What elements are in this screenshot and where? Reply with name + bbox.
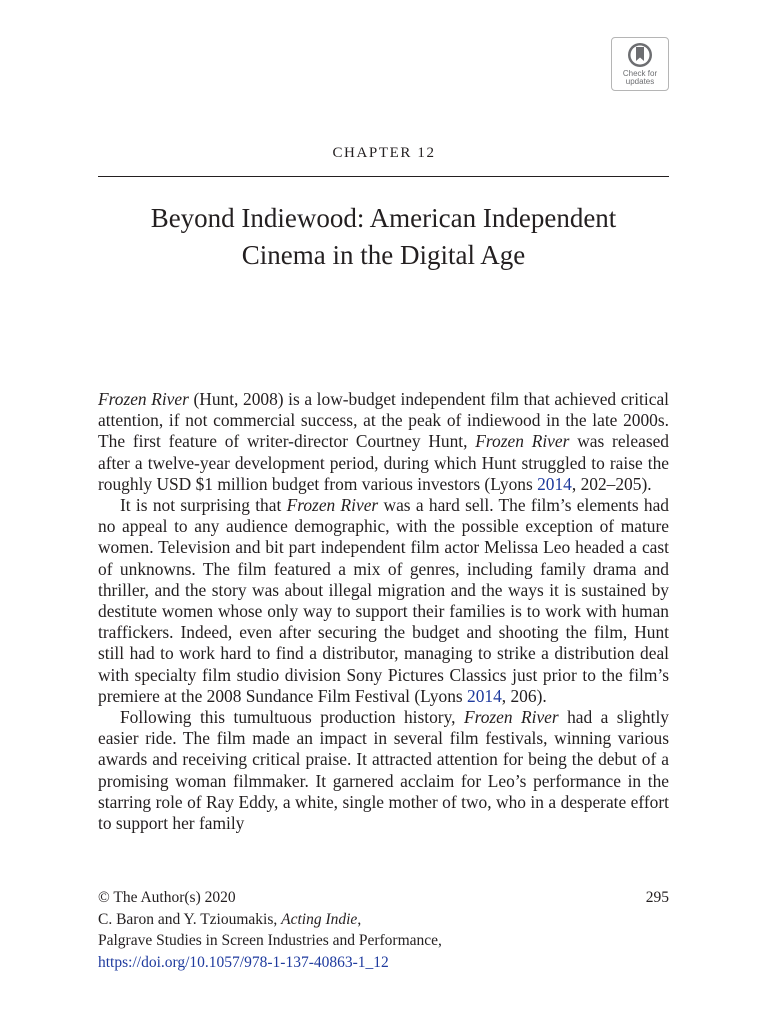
chapter-title-line1: Beyond Indiewood: American Independent <box>150 203 617 233</box>
copyright-line: © The Author(s) 2020 <box>98 889 236 906</box>
film-title: Frozen River <box>98 389 189 409</box>
film-title: Frozen River <box>463 707 559 728</box>
paragraph-1-text-b: was released after a twelve-year development period, during which Hunt struggled to raise the roughly USD $1 million budget from various investors (Lyons <box>98 431 669 494</box>
paragraph-2-text-a: It is not surprising that <box>120 495 287 516</box>
chapter-label: CHAPTER 12 <box>332 145 436 161</box>
paragraph-2 <box>98 495 669 707</box>
citation-link-lyons-2014[interactable]: 2014 <box>467 685 502 706</box>
chapter-title-line2: Cinema in the Digital Age <box>241 240 526 270</box>
paragraph-1-text-c: , 202–205). <box>571 473 652 494</box>
series-line: Palgrave Studies in Screen Industries and Performance, <box>98 932 442 950</box>
paragraph-2-text-b: was a hard sell. The film’s elements had no appeal to any audience demographic, with the possible exception of mature women. Television and bit part independent film actor Melissa Leo headed a cast of unknowns. The film featured a mix of genres, including family drama and thriller, and the story was about illegal migration and the ways it is sustained by destitute women whose only way to support their families is to work with human traffickers. Indeed, even after securing the budget and shooting the film, Hunt still had to work hard to find a distributor, managing to strike a distribution deal with specialty film studio division Sony Pictures Classics just prior to the film’s premiere at the 2008 Sundance Film Festival (Lyons <box>98 495 670 706</box>
paragraph-1-text-a: (Hunt, 2008) is a low-budget independent film that achieved critical attention, if not commercial success, at the peak of indiewood in the late 2000s. The first feature of writer-director Courtney Hunt, <box>98 389 669 452</box>
check-for-updates-badge[interactable] <box>611 37 669 91</box>
chapter-title <box>98 200 669 274</box>
footer <box>98 887 669 973</box>
paragraph-3 <box>98 707 669 834</box>
doi-link[interactable]: https://doi.org/10.1057/978-1-137-40863-1_12 <box>98 953 389 971</box>
editors-end: , <box>357 910 362 928</box>
paragraph-2-text-c: , 206). <box>501 685 547 706</box>
page-number: 295 <box>645 889 669 906</box>
header-rule <box>98 176 669 177</box>
badge-label-line1: Check for <box>622 69 658 78</box>
paragraph-3-text-a: Following this tumultuous production history, <box>120 707 464 728</box>
paragraph-1 <box>98 389 669 495</box>
book-citation-line <box>98 909 669 931</box>
paragraph-3-text-b: had a slightly easier ride. The film made an impact in several film festivals, winning various awards and receiving critical praise. It attracted attention for being the debut of a promising woman filmmaker. It garnered acclaim for Leo’s performance in the starring role of Ray Eddy, a white, single mother of two, who in a desperate effort to support her family <box>98 707 669 834</box>
film-title: Frozen River <box>286 495 379 516</box>
editors: C. Baron and Y. Tzioumakis, <box>98 910 282 928</box>
citation-link-lyons-2014[interactable]: 2014 <box>537 473 572 494</box>
bookmark-icon <box>627 42 653 69</box>
body-text <box>98 389 669 834</box>
badge-label-line2: updates <box>625 77 655 86</box>
book-title: Acting Indie <box>281 910 358 928</box>
film-title: Frozen River <box>475 431 570 452</box>
badge-label <box>612 70 668 86</box>
